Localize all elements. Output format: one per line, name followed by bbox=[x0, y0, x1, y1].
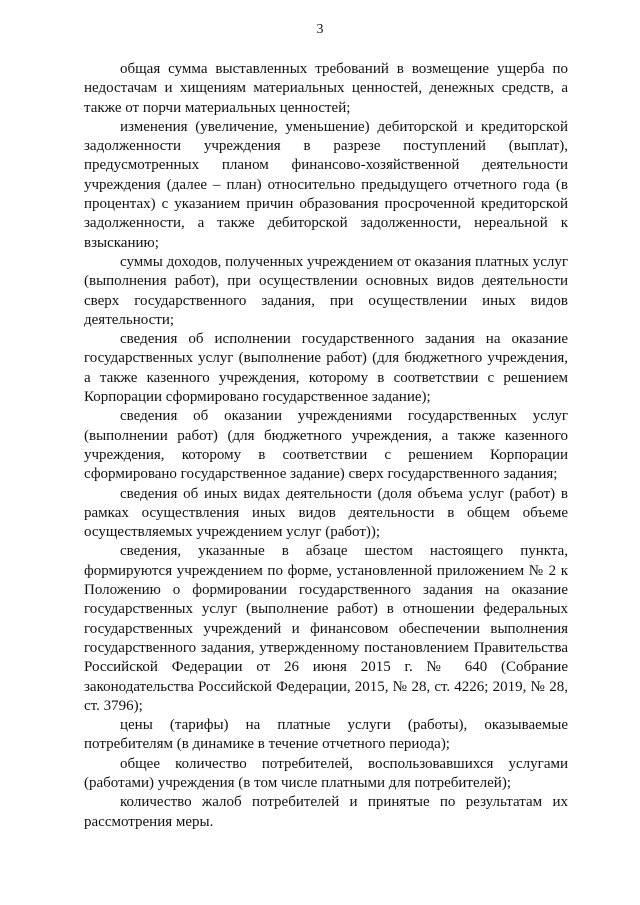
paragraph-6: сведения об иных видах деятельности (доля объема услуг (работ) в рамках осуществления иных видов деятельности в общем объеме осуществляемых учреждением услуг (работ)); bbox=[84, 485, 568, 541]
paragraph-3: суммы доходов, полученных учреждением от оказания платных услуг (выполнения работ), при осуществлении основных видов деятельности сверх государственного задания, при осуществлении иных видов деятельности; bbox=[84, 253, 568, 328]
paragraph-9: общее количество потребителей, воспользовавшихся услугами (работами) учреждения (в том числе платными для потребителей); bbox=[84, 755, 568, 791]
paragraph-5: сведения об оказании учреждениями государственных услуг (выполнении работ) (для бюджетного учреждения, а также казенного учреждения, которому в соответствии с решением Корпорации сформировано государственное задание) сверх государственного задания; bbox=[84, 408, 568, 483]
page-number: 3 bbox=[316, 22, 324, 37]
document-body bbox=[84, 60, 568, 832]
paragraph-7: сведения, указанные в абзаце шестом настоящего пункта, формируются учреждением по форме, установленной приложением № 2 к Положению о формировании государственного задания на оказание государственных услуг (выполнение работ) в отношении федеральных государственных учреждений и финансовом обеспечении выполнения государственного задания, утвержденному постановлением Правительства Российской Федерации от 26 июня 2015 г. № 640 (Собрание законодательства Российской Федерации, 2015, № 28, ст. 4226; 2019, № 28, ст. 3796); bbox=[84, 543, 568, 714]
paragraph-8: цены (тарифы) на платные услуги (работы), оказываемые потребителям (в динамике в течение отчетного периода); bbox=[84, 717, 568, 753]
paragraph-4: сведения об исполнении государственного задания на оказание государственных услуг (выполнение работ) (для бюджетного учреждения, а также казенного учреждения, которому в соответствии с решением Корпорации сформировано государственное задание); bbox=[84, 331, 568, 406]
paragraph-10: количество жалоб потребителей и принятые по результатам их рассмотрения меры. bbox=[84, 794, 568, 830]
paragraph-1: общая сумма выставленных требований в возмещение ущерба по недостачам и хищениям материальных ценностей, денежных средств, а также от порчи материальных ценностей; bbox=[84, 61, 568, 116]
paragraph-2: изменения (увеличение, уменьшение) дебиторской и кредиторской задолженности учреждения в разрезе поступлений (выплат), предусмотренных планом финансово-хозяйственной деятельности учреждения (далее – план) относительно предыдущего отчетного года (в процентах) с указанием причин образования просроченной кредиторской задолженности, а также дебиторской задолженности, нереальной к взысканию; bbox=[84, 118, 568, 251]
